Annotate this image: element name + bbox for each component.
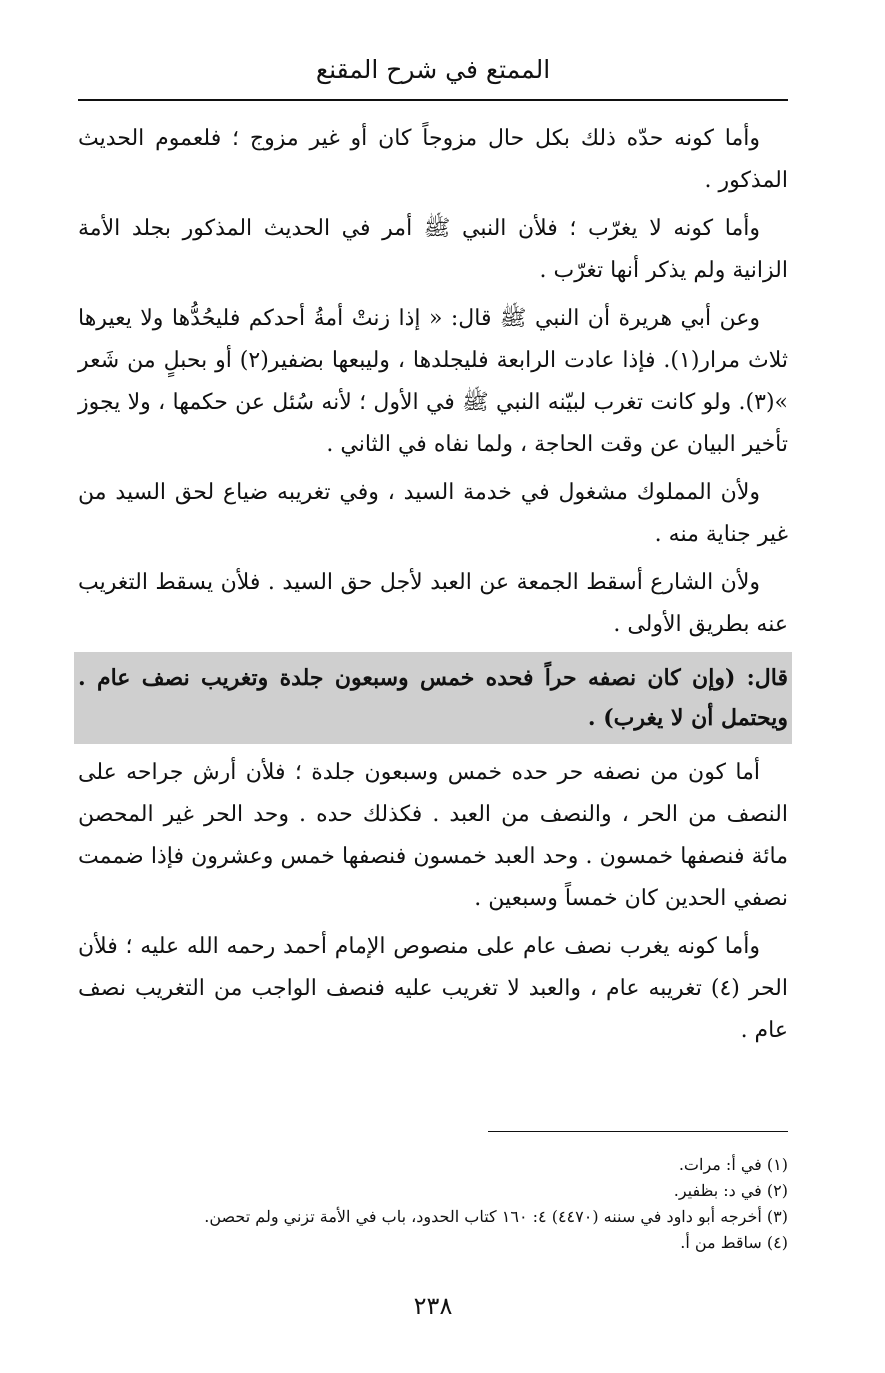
paragraph: أما كون من نصفه حر حده خمس وسبعون جلدة ؛ فلأن أرش جراحه على النصف من الحر ، والنصف من العبد . فكذلك حده . وحد الحر غير المحصن مائة فنصفها خمسون . وحد العبد خمسون فنصفها خمس وعشرون فإذا ضممت نصفي الحدين كان خمساً وسبعين . <box>78 760 788 911</box>
paragraph: وعن أبي هريرة أن النبي ﷺ قال: « إذا زنتْ أمةُ أحدكم فليحُدُّها ولا يعيرها ثلاث مرار(١). فإذا عادت الرابعة فليجلدها ، وليبعها بضفير(٢) أو بحبلٍ من شَعر »(٣). ولو كانت تغرب لبيّنه النبي ﷺ في الأول ؛ لأنه سُئل عن حكمها ، ولا يجوز تأخير البيان عن وقت الحاجة ، ولما نفاه في الثاني . <box>78 306 788 457</box>
paragraph: ولأن المملوك مشغول في خدمة السيد ، وفي تغريبه ضياع لحق السيد من غير جناية منه . <box>78 480 788 547</box>
footnote: (١) في أ: مرات. <box>678 1155 788 1174</box>
header-divider <box>78 99 788 101</box>
footnote: (٤) ساقط من أ. <box>680 1233 788 1252</box>
footnote: (٢) في د: بظفير. <box>673 1181 788 1200</box>
paragraph: وأما كونه يغرب نصف عام على منصوص الإمام أحمد رحمه الله عليه ؛ فلأن الحر (٤) تغريبه عام ، والعبد لا تغريب عليه فنصف الواجب من التغريب نصف عام . <box>78 934 788 1043</box>
footnote: (٣) أخرجه أبو داود في سننه (٤٤٧٠) ٤: ١٦٠ كتاب الحدود، باب في الأمة تزني ولم تحصن. <box>204 1207 788 1226</box>
page-number: ٢٣٨ <box>413 1292 453 1320</box>
footnote-divider <box>488 1131 788 1132</box>
paragraph: وأما كونه لا يغرّب ؛ فلأن النبي ﷺ أمر في الحديث المذكور بجلد الأمة الزانية ولم يذكر أنها تغرّب . <box>78 216 788 283</box>
page-header-title: الممتع في شرح المقنع <box>315 55 551 84</box>
paragraph: وأما كونه حدّه ذلك بكل حال مزوجاً كان أو غير مزوج ؛ فلعموم الحديث المذكور . <box>78 126 788 193</box>
main-text <box>78 118 788 1058</box>
highlighted-matn-quote: قال: (وإن كان نصفه حراً فحده خمس وسبعون جلدة وتغريب نصف عام . ويحتمل أن لا يغرب) . <box>74 652 792 744</box>
paragraph: ولأن الشارع أسقط الجمعة عن العبد لأجل حق السيد . فلأن يسقط التغريب عنه بطريق الأولى . <box>78 570 788 637</box>
footnotes <box>78 1152 788 1256</box>
